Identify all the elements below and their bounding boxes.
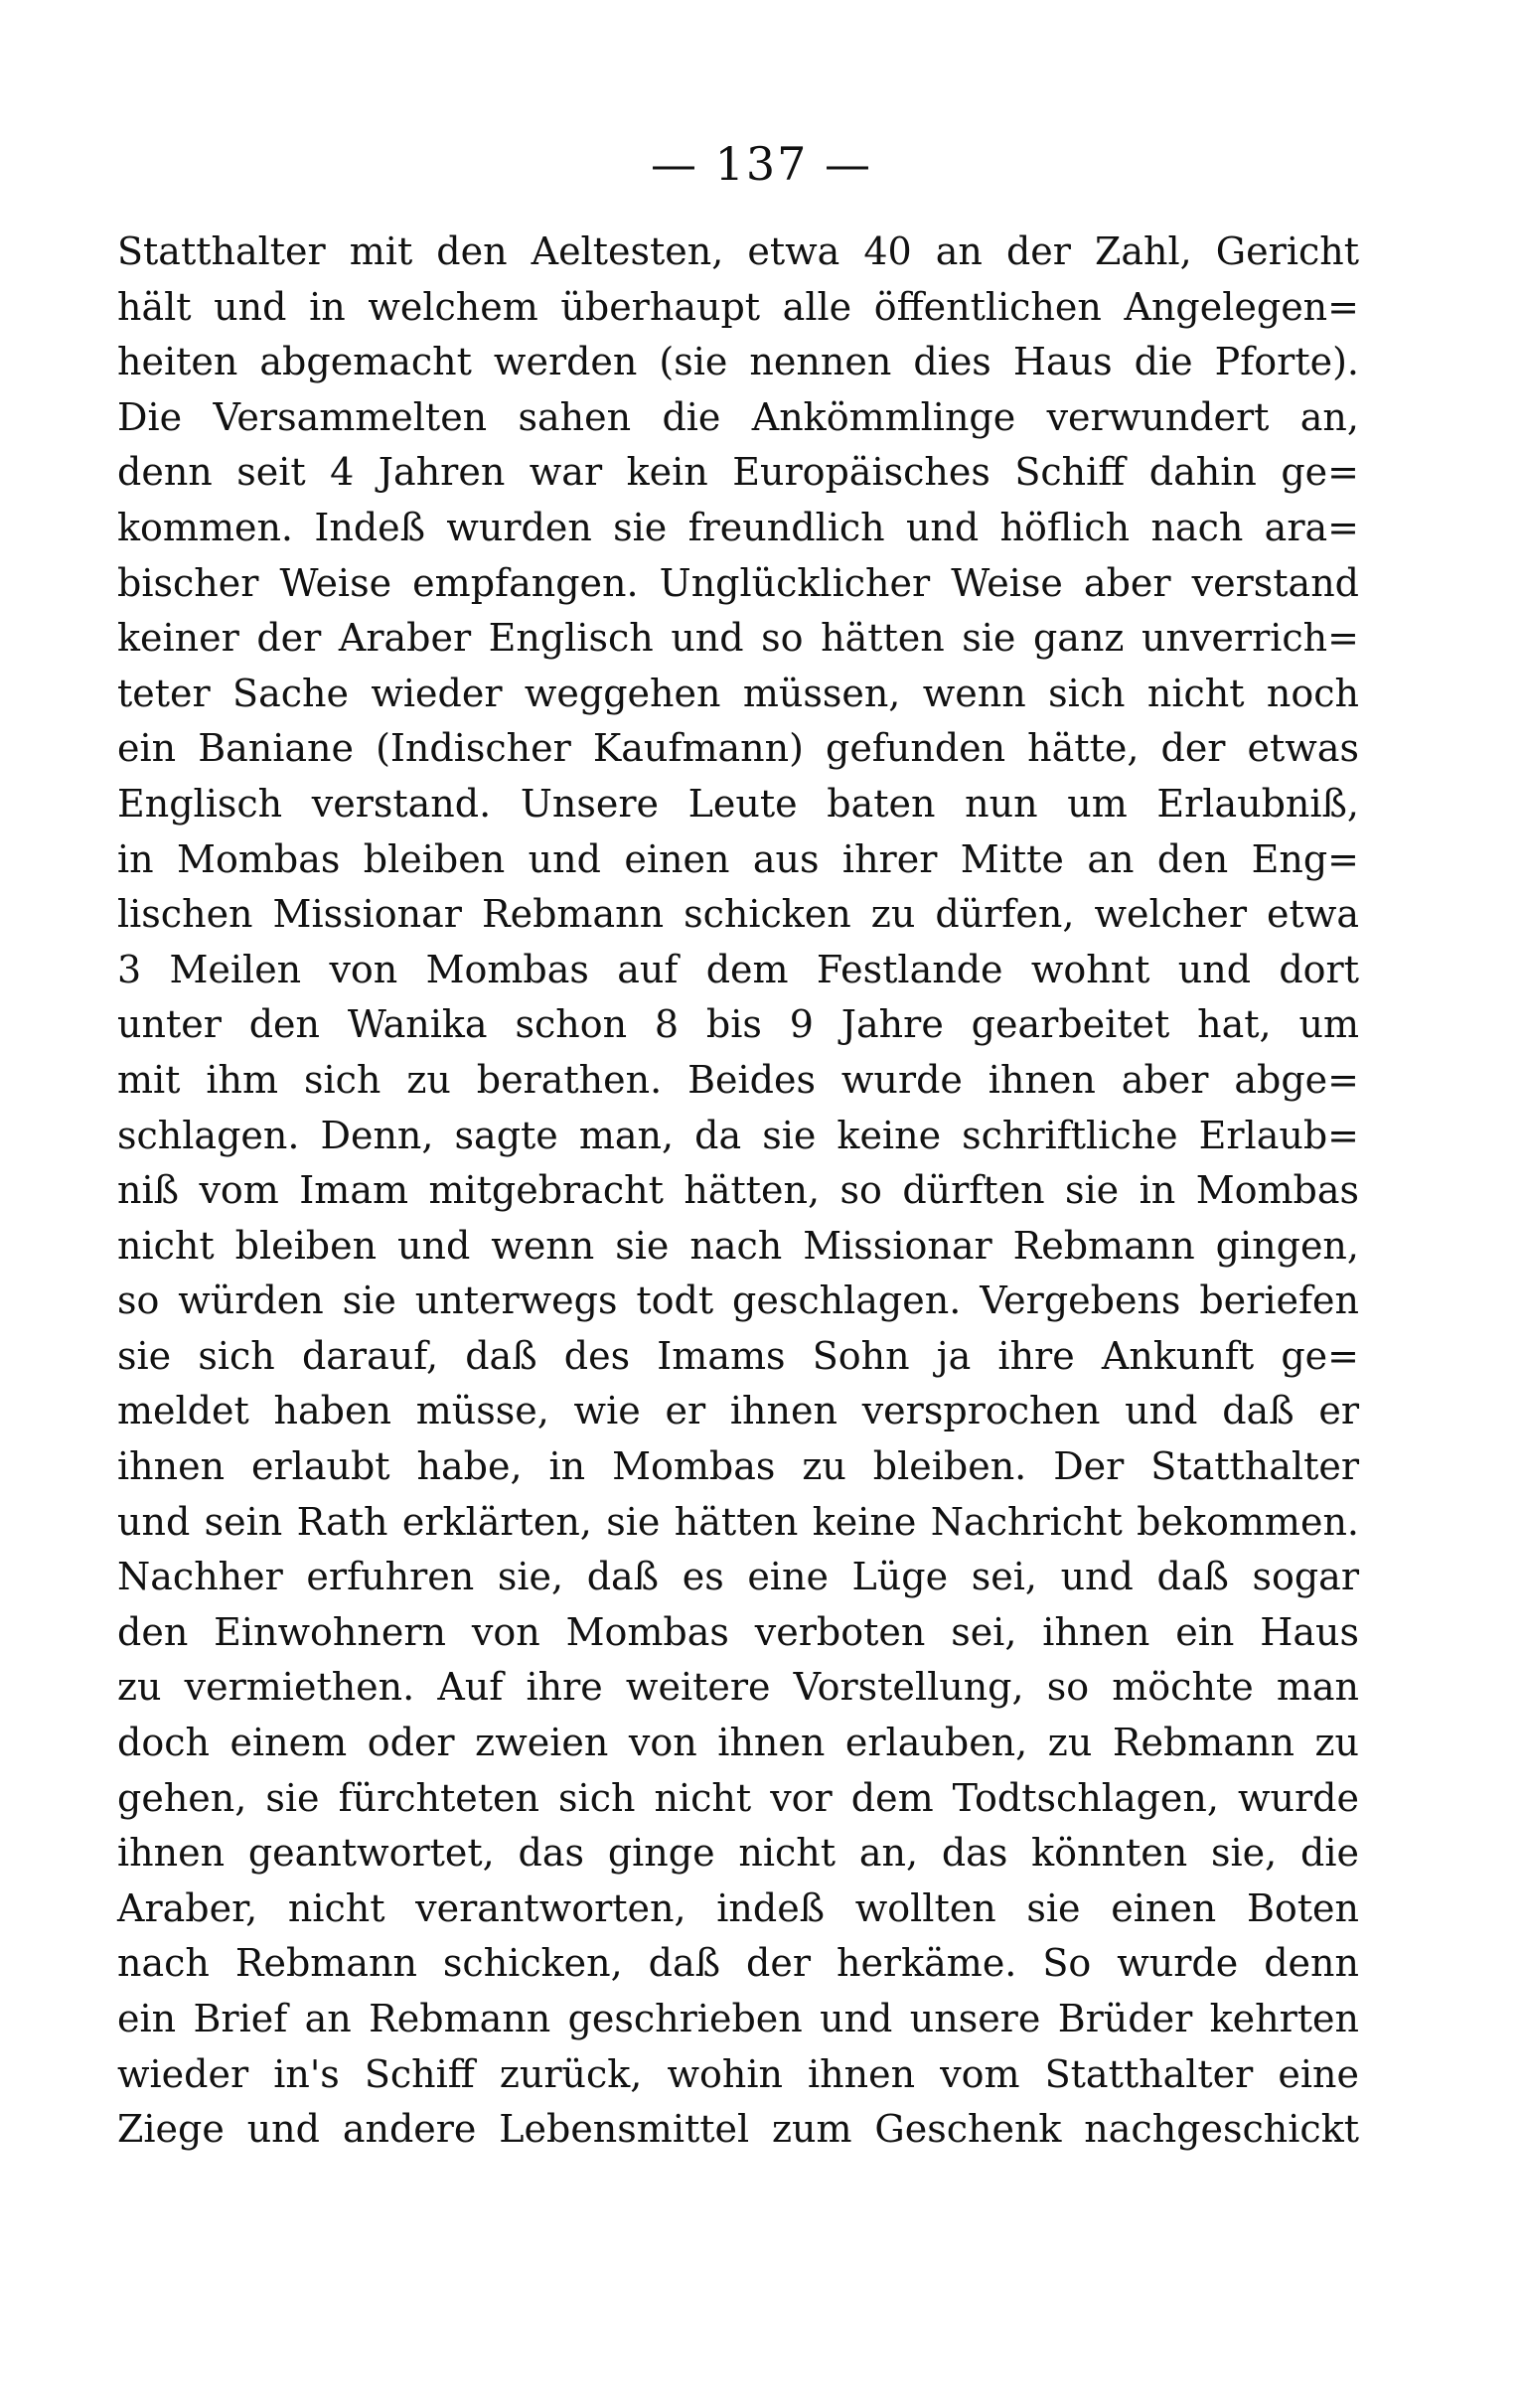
text-line: ein Brief an Rebmann geschrieben und unsere Brüder kehrten xyxy=(117,1997,1359,2040)
text-line: heiten abgemacht werden (sie nennen dies Haus die Pforte). xyxy=(117,340,1359,384)
text-line: und sein Rath erklärten, sie hätten keine Nachricht bekommen. xyxy=(117,1499,1359,1544)
text-line: doch einem oder zweien von ihnen erlauben, zu Rebmann zu xyxy=(117,1721,1359,1765)
text-line: nicht bleiben und wenn sie nach Missionar Rebmann gingen, xyxy=(117,1223,1359,1268)
text-line: denn seit 4 Jahren war kein Europäisches Schiff dahin ge= xyxy=(117,450,1359,495)
text-line: Die Versammelten sahen die Ankömmlinge verwundert an, xyxy=(117,394,1359,439)
text-line: Statthalter mit den Aeltesten, etwa 40 an der Zahl, Gericht xyxy=(117,229,1359,273)
text-line: lischen Missionar Rebmann schicken zu dürfen, welcher etwa xyxy=(117,892,1359,937)
text-line: bischer Weise empfangen. Unglücklicher Weise aber verstand xyxy=(117,560,1359,605)
text-line: Englisch verstand. Unsere Leute baten nun um Erlaubniß, xyxy=(117,781,1359,826)
text-line: 3 Meilen von Mombas auf dem Festlande wohnt und dort xyxy=(117,947,1359,991)
text-line: mit ihm sich zu berathen. Beides wurde ihnen aber abge= xyxy=(117,1057,1359,1102)
text-line: nach Rebmann schicken, daß der herkäme. So wurde denn xyxy=(117,1941,1359,1986)
text-line: Araber, nicht verantworten, indeß wollten sie einen Boten xyxy=(117,1885,1359,1930)
body-text xyxy=(117,225,1359,2158)
text-line: ihnen erlaubt habe, in Mombas zu bleiben. Der Statthalter xyxy=(117,1444,1359,1489)
text-line: zu vermiethen. Auf ihre weitere Vorstellung, so möchte man xyxy=(117,1665,1359,1710)
text-line: Nachher erfuhren sie, daß es eine Lüge sei, und daß sogar xyxy=(117,1555,1359,1599)
text-line: unter den Wanika schon 8 bis 9 Jahre gearbeitet hat, um xyxy=(117,1002,1359,1047)
text-line: den Einwohnern von Mombas verboten sei, ihnen ein Haus xyxy=(117,1609,1359,1654)
text-line: schlagen. Denn, sagte man, da sie keine schriftliche Erlaub= xyxy=(117,1113,1359,1157)
text-line: in Mombas bleiben und einen aus ihrer Mitte an den Eng= xyxy=(117,836,1359,881)
text-line: so würden sie unterwegs todt geschlagen. Vergebens beriefen xyxy=(117,1279,1359,1323)
text-line: wieder in's Schiff zurück, wohin ihnen vom Statthalter eine xyxy=(117,2051,1359,2096)
text-line: teter Sache wieder weggehen müssen, wenn sich nicht noch xyxy=(117,671,1359,715)
text-line: keiner der Araber Englisch und so hätten sie ganz unverrich= xyxy=(117,616,1359,661)
text-line: meldet haben müsse, wie er ihnen versprochen und daß er xyxy=(117,1389,1359,1433)
text-line: kommen. Indeß wurden sie freundlich und höflich nach ara= xyxy=(117,505,1359,549)
text-line: sie sich darauf, daß des Imams Sohn ja ihre Ankunft ge= xyxy=(117,1333,1359,1378)
text-line: Ziege und andere Lebensmittel zum Geschenk nachgeschickt xyxy=(117,2107,1359,2152)
page-number-header: — 137 — xyxy=(650,137,873,191)
text-line: ihnen geantwortet, das ginge nicht an, das könnten sie, die xyxy=(117,1831,1359,1876)
text-line: ein Baniane (Indischer Kaufmann) gefunden hätte, der etwas xyxy=(117,726,1359,771)
text-line: hält und in welchem überhaupt alle öffentlichen Angelegen= xyxy=(117,284,1359,329)
text-line: gehen, sie fürchteten sich nicht vor dem Todtschlagen, wurde xyxy=(117,1775,1359,1820)
text-line: niß vom Imam mitgebracht hätten, so dürften sie in Mombas xyxy=(117,1168,1359,1213)
